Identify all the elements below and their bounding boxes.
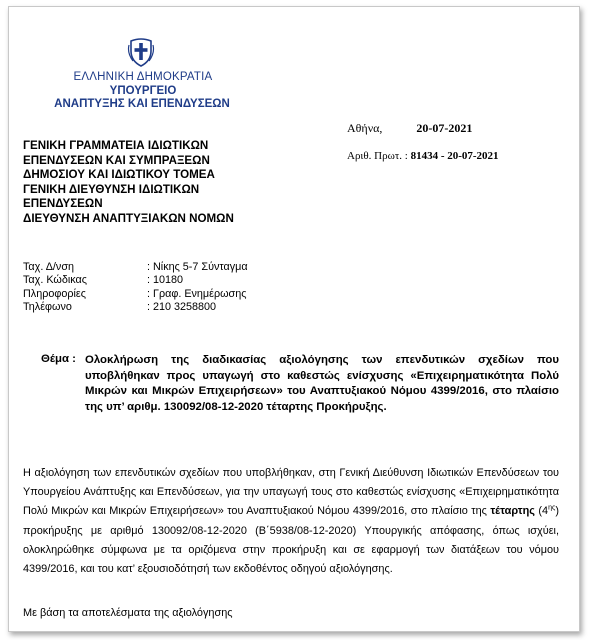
- closing-line: Με βάση τα αποτελέσματα της αξιολόγησης: [23, 607, 233, 619]
- date-label: Αθήνα,: [347, 121, 383, 135]
- contact-info: [23, 261, 248, 315]
- body-superscript: ης: [548, 504, 556, 512]
- body-text-part1: Η αξιολόγηση των επενδυτικών σχεδίων που υποβλήθηκαν, στη Γενική Διεύθυνση Ιδιωτικών Επενδύσεων του Υπουργείου Ανάπτυξης και Επενδύσεων, για την υπαγωγή τους στο καθεστώς ενίσχυσης «Επιχειρηματικότητα Πολύ Μικρών και Μικρών Επιχειρήσεων» του Αναπτυξιακού Νόμου 4399/2016, στο πλαίσιο της: [23, 467, 559, 518]
- protocol-value: 81434 - 20-07-2021: [410, 150, 499, 162]
- contact-row: [23, 288, 248, 301]
- contact-key: Τηλέφωνο: [23, 301, 72, 314]
- protocol-line: [347, 150, 499, 162]
- republic-header: ΕΛΛΗΝΙΚΗ ΔΗΜΟΚΡΑΤΙΑ: [73, 71, 213, 83]
- contact-key: Πληροφορίες: [23, 287, 86, 300]
- contact-value: : Γραφ. Ενημέρωσης: [147, 287, 247, 300]
- subject-text: Ολοκλήρωση της διαδικασίας αξιολόγησης των επενδυτικών σχεδίων που υποβλήθηκαν προς υπαγωγή στο καθεστώς ενίσχυσης «Επιχειρηματικότητα Πολύ Μικρών και Μικρών Επιχειρήσεων» του Αναπτυξιακού Νόμου 4399/2016, στο πλαίσιο της υπ’ αριθμ. 130092/08-12-2020 τέταρτης Προκήρυξης.: [85, 354, 559, 413]
- contact-row: [23, 261, 248, 274]
- ministry-header-line1: ΥΠΟΥΡΓΕΙΟ: [109, 85, 177, 97]
- contact-key: Ταχ. Δ/νση: [23, 261, 74, 273]
- subject-label: Θέμα :: [41, 353, 76, 365]
- date-value: 20-07-2021: [416, 121, 473, 135]
- department-line: ΔΗΜΟΣΙΟΥ ΚΑΙ ΙΔΙΩΤΙΚΟΥ ΤΟΜΕΑ: [23, 168, 215, 182]
- ministry-header-line2: ΑΝΑΠΤΥΞΗΣ ΚΑΙ ΕΠΕΝΔΥΣΕΩΝ: [54, 98, 230, 110]
- greek-coat-of-arms-icon: [127, 35, 155, 67]
- contact-value: : 10180: [147, 274, 184, 287]
- department-line: ΔΙΕΥΘΥΝΣΗ ΑΝΑΠΤΥΞΙΑΚΩΝ ΝΟΜΩΝ: [23, 211, 234, 225]
- contact-row: [23, 274, 248, 287]
- date-line: [347, 121, 472, 136]
- body-text-part3: ) προκήρυξης με αριθμό 130092/08-12-2020 (Β΄5938/08-12-2020) Υπουργικής απόφασης, όπως ισχύει, ολοκληρώθηκε σύμφωνα με τα οριζόμενα στην προκήρυξη και σε εφαρμογή των διατάξεων του νόμου 4399/2016, και του κατ’ εξουσιοδότησή των εκδοθέντος οδηγού αξιολόγησης.: [23, 505, 559, 576]
- contact-value: : Νίκης 5-7 Σύνταγμα: [147, 261, 248, 273]
- department-line: ΓΕΝΙΚΗ ΓΡΑΜΜΑΤΕΙΑ ΙΔΙΩΤΙΚΩΝ: [23, 139, 209, 152]
- body-text-part2: (4: [534, 505, 549, 518]
- document-page: [8, 6, 580, 632]
- department-line: ΓΕΝΙΚΗ ΔΙΕΥΘΥΝΣΗ ΙΔΙΩΤΙΚΩΝ: [23, 182, 200, 196]
- contact-row: [23, 301, 248, 314]
- contact-value: : 210 3258800: [147, 301, 217, 314]
- contact-key: Ταχ. Κώδικας: [23, 274, 87, 287]
- protocol-label: Αριθ. Πρωτ. :: [347, 150, 411, 162]
- body-paragraph: [23, 464, 559, 579]
- department-line: ΕΠΕΝΔΥΣΕΩΝ ΚΑΙ ΣΥΜΠΡΑΞΕΩΝ: [23, 153, 210, 167]
- body-bold-word: τέταρτης: [490, 505, 535, 518]
- department-block: [23, 139, 323, 227]
- department-line: ΕΠΕΝΔΥΣΕΩΝ: [23, 197, 103, 211]
